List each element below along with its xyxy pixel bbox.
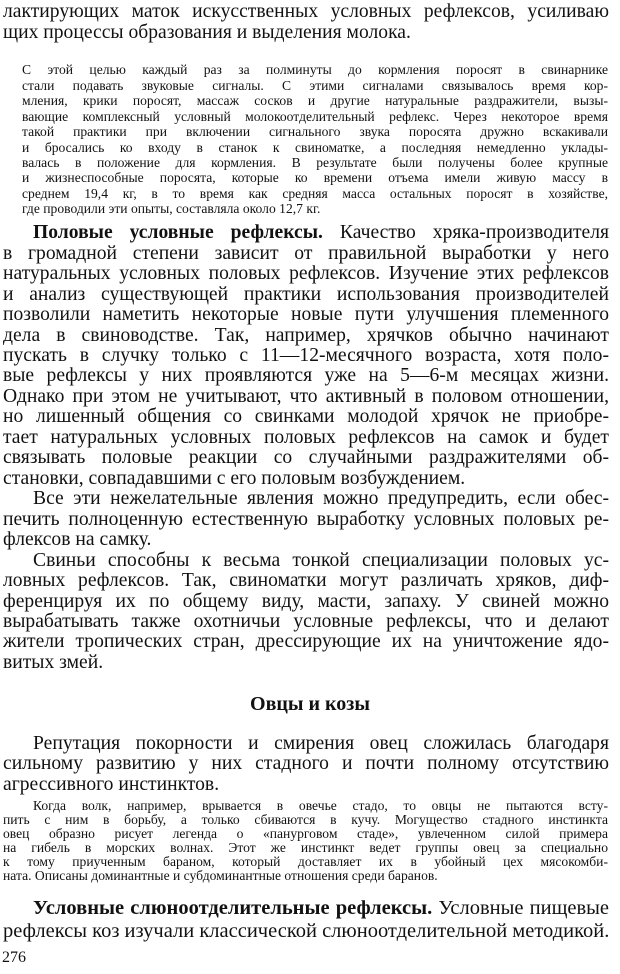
note-text-line: и бросались ко входу в станок к свиноматке, а последняя немедленно уклады- — [22, 140, 608, 155]
paragraph-lead-rest: Качество хряка-производителя — [339, 222, 609, 243]
body-text-line: сильному развитию у них стадного и почти полному отсутствию — [3, 753, 609, 774]
body-text-line: вырабатывать также охотничьи условные рефлексы, что и делают — [3, 611, 609, 632]
note-text-line: такой практики при включении сигнального звука поросята дружно вскакивали — [22, 124, 608, 139]
section-heading: Овцы и козы — [250, 693, 370, 715]
note-text-line: где проводили эти опыты, составляла около 12,7 кг. — [22, 201, 321, 216]
paragraph-first-line — [33, 896, 609, 921]
note-text-line: валась в положение для кормления. В результате были получены более крупные — [22, 155, 608, 170]
paragraph-lead-heading: Условные слюноотделительные рефлексы. — [33, 897, 433, 919]
body-text-line: Однако при этом не учитывают, что активный в половом отношении, — [3, 386, 609, 407]
note-text-line: ната. Описаны доминантные и субдоминантные отношения среди баранов. — [3, 868, 438, 883]
body-text-line: витых змей. — [3, 652, 104, 673]
body-text-line: становки, совпадавшими с его половым возбуждением. — [3, 468, 466, 489]
body-text-line: рефлексы коз изучали классической слюноотделительной методикой. — [3, 920, 610, 942]
note-text-line: пить с ним в борьбу, а только сбиваются в кучу. Могущество стадного инстинкта — [3, 812, 608, 827]
note-text-line: среднем 19,4 кг, в то время как средняя масса остальных поросят в хозяйстве, — [22, 186, 608, 201]
body-text-line: в громадной степени зависит от правильной выработки у него — [3, 243, 609, 264]
body-text-line: агрессивного инстинктов. — [3, 774, 220, 795]
body-text-line: и анализ существующей практики использования производителей — [3, 284, 609, 305]
page-number: 276 — [2, 949, 26, 966]
note-text-line: мления, крики поросят, массаж сосков и другие натуральные раздражители, вызы- — [22, 93, 608, 108]
body-text-line: ференцируя их по общему виду, масти, запаху. У свиней можно — [3, 591, 609, 612]
paragraph-first-line: Репутация покорности и смирения овец сложилась благодаря — [33, 733, 609, 754]
note-text-line: овец образно рисует легенда о «панурговом стаде», увлеченном силой примера — [3, 826, 608, 841]
note-text-line: на гибель в морских волнах. Этот же инстинкт ведет группы овец за специально — [3, 840, 608, 855]
body-text-line: но лишенный общения со свинками молодой хрячок не приобре- — [3, 406, 609, 427]
paragraph-first-line: Свиньи способны к весьма тонкой специализации половых ус- — [33, 550, 609, 571]
body-text-line: печить полноценную естественную выработку условных половых ре- — [3, 509, 609, 530]
note-text-line: С этой целью каждый раз за полминуты до кормления поросят в свинарнике — [22, 62, 608, 77]
body-text-line: связывать половые реакции со случайными раздражителями об- — [3, 447, 609, 468]
paragraph-first-line — [33, 222, 609, 244]
body-text-line: флексов на самку. — [3, 529, 152, 550]
body-text-line: пускать в случку только с 11—12-месячного возраста, хотя поло- — [3, 345, 609, 366]
body-text-line: жители тропических стран, дрессирующие их на уничтожение ядо- — [3, 631, 609, 652]
note-text-line: стали подавать звуковые сигналы. С этими сигналами связывалось время кор- — [22, 78, 608, 93]
paragraph-lead-heading: Половые условные рефлексы. — [33, 222, 323, 243]
body-text-line: лактирующих маток искусственных условных рефлексов, усиливаю — [3, 1, 609, 22]
body-text-line: щих процессы образования и выделения молока. — [3, 22, 411, 43]
body-text-line: дела в свиноводстве. Так, например, хрячков обычно начинают — [3, 325, 609, 346]
paragraph-lead-rest: Условные пищевые — [438, 897, 609, 919]
body-text-line: вые рефлексы у них проявляются уже на 5—6-м месяцах жизни. — [3, 365, 609, 386]
body-text-line: натуральных условных половых рефлексов. Изучение этих рефлексов — [3, 263, 609, 284]
note-text-line: и жизнеспособные поросята, которые ко времени отъема имели живую массу в — [22, 170, 608, 185]
paragraph-first-line: Все эти нежелательные явления можно предупредить, если обес- — [33, 488, 609, 509]
note-text-line: к тому приученным бараном, который доставляет их в убойный цех мясокомби- — [3, 854, 608, 869]
body-text-line: ловных рефлексов. Так, свиноматки могут различать хряков, диф- — [3, 570, 609, 591]
note-text-line: вающие комплексный условный молокоотделительный рефлекс. Через некоторое время — [22, 109, 608, 124]
body-text-line: тает натуральных условных половых рефлексов на самок и будет — [3, 427, 609, 448]
note-text-line: Когда волк, например, врывается в овечье стадо, то овцы не пытаются всту- — [33, 798, 608, 813]
body-text-line: позволили наметить некоторые новые пути улучшения племенного — [3, 304, 609, 325]
